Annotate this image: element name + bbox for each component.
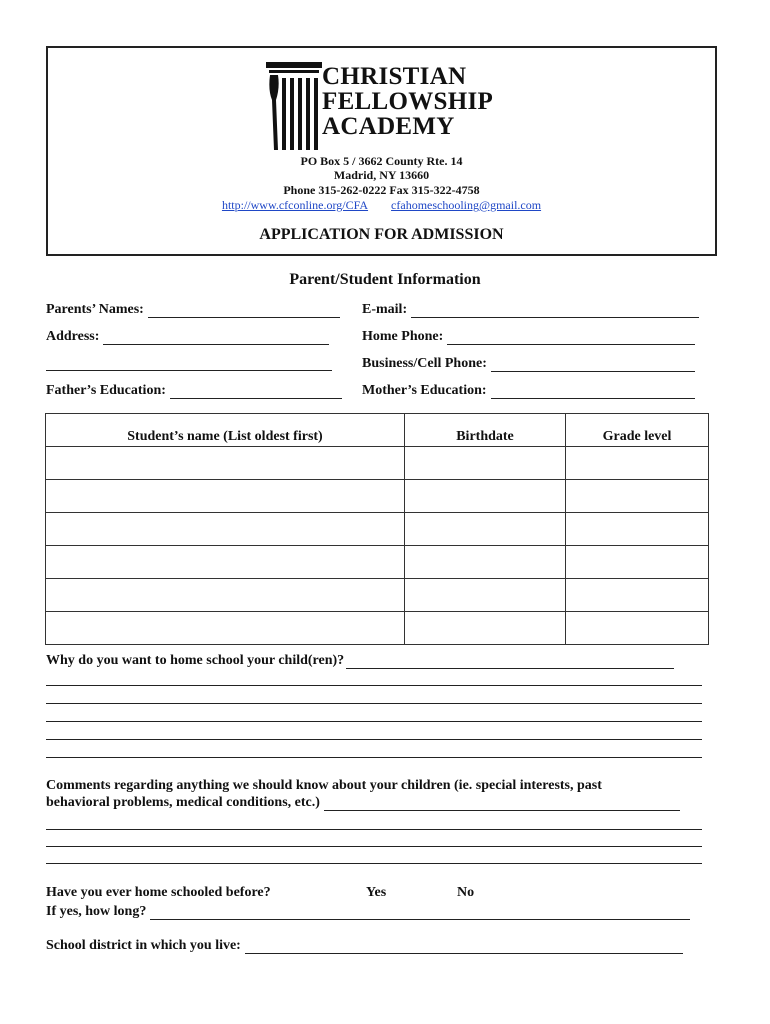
fathers-education-field: Father’s Education:	[46, 383, 342, 399]
email-field: E-mail:	[362, 302, 699, 318]
table-row	[46, 546, 709, 579]
student-table	[45, 413, 709, 645]
comments-prompt: Comments regarding anything we should know about your children (ie. special interests, past	[46, 778, 602, 793]
grade-level-cell[interactable]	[566, 579, 709, 612]
table-row	[46, 480, 709, 513]
address-second-input-line[interactable]	[46, 356, 332, 371]
comments-line-2[interactable]	[46, 829, 702, 830]
email-link[interactable]: cfahomeschooling@gmail.com	[391, 198, 542, 212]
academy-logo	[266, 60, 526, 152]
parents-names-field: Parents’ Names:	[46, 302, 340, 318]
grade-level-cell[interactable]	[566, 546, 709, 579]
home-phone-field: Home Phone:	[362, 329, 695, 345]
comments-input-line[interactable]	[324, 796, 680, 811]
header-box	[46, 46, 717, 256]
address-line1: PO Box 5 / 3662 County Rte. 14	[300, 154, 463, 168]
why-homeschool-field: Why do you want to home school your child(ren)?	[46, 653, 674, 669]
yes-option[interactable]: Yes	[366, 885, 387, 900]
why-homeschool-line-4[interactable]	[46, 721, 702, 722]
table-row	[46, 579, 709, 612]
birthdate-cell[interactable]	[405, 579, 566, 612]
birthdate-cell[interactable]	[405, 447, 566, 480]
mothers-education-field: Mother’s Education:	[362, 383, 695, 399]
website-link[interactable]: http://www.cfconline.org/CFA	[221, 198, 369, 212]
mothers-education-input-line[interactable]	[491, 384, 695, 399]
student-table-header	[46, 414, 709, 447]
birthdate-cell[interactable]	[405, 513, 566, 546]
homeschooled-before-prompt: Have you ever home schooled before?	[46, 885, 271, 900]
column-grade-level: Grade level	[566, 414, 709, 447]
grade-level-cell[interactable]	[566, 513, 709, 546]
business-cell-phone-field: Business/Cell Phone:	[362, 356, 695, 372]
section-title: Parent/Student Information	[289, 271, 481, 288]
birthdate-cell[interactable]	[405, 612, 566, 645]
student-name-cell[interactable]	[46, 612, 405, 645]
birthdate-cell[interactable]	[405, 480, 566, 513]
contact-links	[48, 198, 715, 213]
student-name-cell[interactable]	[46, 546, 405, 579]
table-row	[46, 447, 709, 480]
column-birthdate: Birthdate	[405, 414, 566, 447]
pillar-icon	[266, 60, 322, 152]
how-long-input-line[interactable]	[150, 905, 690, 920]
student-name-cell[interactable]	[46, 513, 405, 546]
why-homeschool-line-2[interactable]	[46, 685, 702, 686]
column-student-name: Student’s name (List oldest first)	[46, 414, 405, 447]
table-row	[46, 612, 709, 645]
why-homeschool-line-5[interactable]	[46, 739, 702, 740]
address-input-line[interactable]	[103, 330, 329, 345]
form-title: APPLICATION FOR ADMISSION	[259, 226, 504, 243]
birthdate-cell[interactable]	[405, 546, 566, 579]
phone-fax-line: Phone 315-262-0222 Fax 315-322-4758	[283, 183, 480, 197]
address-second-line-field	[46, 356, 332, 371]
email-input-line[interactable]	[411, 303, 699, 318]
address-field: Address:	[46, 329, 329, 345]
student-name-cell[interactable]	[46, 447, 405, 480]
logo-wordmark: CHRISTIAN FELLOWSHIP ACADEMY	[322, 63, 494, 140]
why-homeschool-input-line[interactable]	[346, 654, 674, 669]
school-district-field: School district in which you live:	[46, 938, 683, 954]
how-long-field: If yes, how long?	[46, 904, 690, 920]
comments-line-4[interactable]	[46, 863, 702, 864]
table-row	[46, 513, 709, 546]
no-option[interactable]: No	[457, 885, 475, 900]
business-cell-phone-input-line[interactable]	[491, 357, 695, 372]
address-line2: Madrid, NY 13660	[333, 168, 430, 182]
fathers-education-input-line[interactable]	[170, 384, 342, 399]
school-district-input-line[interactable]	[245, 939, 683, 954]
student-name-cell[interactable]	[46, 579, 405, 612]
comments-line-3[interactable]	[46, 846, 702, 847]
why-homeschool-line-3[interactable]	[46, 703, 702, 704]
home-phone-input-line[interactable]	[447, 330, 695, 345]
parents-names-input-line[interactable]	[148, 303, 340, 318]
comments-field: behavioral problems, medical conditions, etc.)	[46, 795, 680, 811]
why-homeschool-line-6[interactable]	[46, 757, 702, 758]
grade-level-cell[interactable]	[566, 480, 709, 513]
grade-level-cell[interactable]	[566, 612, 709, 645]
student-name-cell[interactable]	[46, 480, 405, 513]
grade-level-cell[interactable]	[566, 447, 709, 480]
